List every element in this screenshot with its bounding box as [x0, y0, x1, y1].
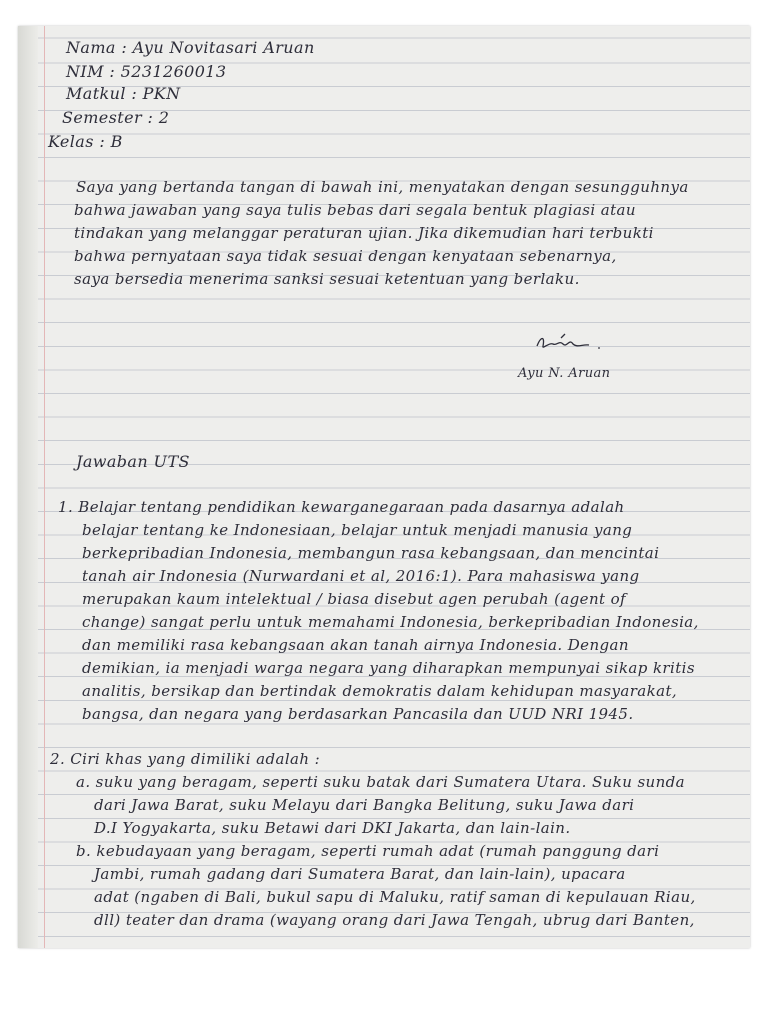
margin-line	[44, 26, 45, 948]
answer1-line-8: demikian, ia menjadi warga negara yang diharapkan mempunyai sikap kritis	[82, 659, 695, 677]
answer1-line-5: merupakan kaum intelektual / biasa disebut agen perubah (agent of	[82, 590, 626, 608]
header-matkul: Matkul : PKN	[66, 84, 181, 103]
answer2-line-6: Jambi, rumah gadang dari Sumatera Barat, dan lain-lain), upacara	[94, 865, 626, 883]
statement-line-5: saya bersedia menerima sanksi sesuai ketentuan yang berlaku.	[74, 270, 580, 288]
header-nim: NIM : 5231260013	[66, 62, 227, 81]
header-kelas: Kelas : B	[48, 132, 123, 151]
statement-line-2: bahwa jawaban yang saya tulis bebas dari segala bentuk plagiasi atau	[74, 201, 636, 219]
statement-line-3: tindakan yang melanggar peraturan ujian. Jika dikemudian hari terbukti	[74, 224, 654, 242]
page-left-strip	[18, 26, 38, 948]
statement-line-1: Saya yang bertanda tangan di bawah ini, menyatakan dengan sesungguhnya	[76, 178, 689, 196]
answer1-line-4: tanah air Indonesia (Nurwardani et al, 2016:1). Para mahasiswa yang	[82, 567, 640, 585]
answer2-line-5: b. kebudayaan yang beragam, seperti rumah adat (rumah panggung dari	[76, 842, 660, 860]
statement-line-4: bahwa pernyataan saya tidak sesuai dengan kenyataan sebenarnya,	[74, 247, 617, 265]
answer2-line-3: dari Jawa Barat, suku Melayu dari Bangka Belitung, suku Jawa dari	[94, 796, 635, 814]
answer1-line-7: dan memiliki rasa kebangsaan akan tanah airnya Indonesia. Dengan	[82, 636, 629, 654]
answer1-line-9: analitis, bersikap dan bertindak demokratis dalam kehidupan masyarakat,	[82, 682, 678, 700]
header-semester: Semester : 2	[62, 108, 170, 127]
signature-scribble	[533, 332, 603, 354]
header-nama: Nama : Ayu Novitasari Aruan	[66, 38, 315, 57]
answer2-line-1: 2. Ciri khas yang dimiliki adalah :	[50, 750, 321, 768]
answer1-line-3: berkepribadian Indonesia, membangun rasa kebangsaan, dan mencintai	[82, 544, 660, 562]
notebook-page	[18, 26, 750, 948]
answer1-line-10: bangsa, dan negara yang berdasarkan Pancasila dan UUD NRI 1945.	[82, 705, 634, 723]
answer2-line-4: D.I Yogyakarta, suku Betawi dari DKI Jakarta, dan lain-lain.	[94, 819, 571, 837]
signature-name: Ayu N. Aruan	[518, 366, 611, 381]
answer1-line-6: change) sangat perlu untuk memahami Indonesia, berkepribadian Indonesia,	[82, 613, 699, 631]
answer1-line-1: 1. Belajar tentang pendidikan kewarganegaraan pada dasarnya adalah	[58, 498, 625, 516]
answer1-line-2: belajar tentang ke Indonesiaan, belajar untuk menjadi manusia yang	[82, 521, 633, 539]
answer2-line-2: a. suku yang beragam, seperti suku batak dari Sumatera Utara. Suku sunda	[76, 773, 686, 791]
answer2-line-7: adat (ngaben di Bali, bukul sapu di Maluku, ratif saman di kepulauan Riau,	[94, 888, 696, 906]
answer2-line-8: dll) teater dan drama (wayang orang dari Jawa Tengah, ubrug dari Banten,	[94, 911, 695, 929]
section-title: Jawaban UTS	[76, 452, 190, 471]
